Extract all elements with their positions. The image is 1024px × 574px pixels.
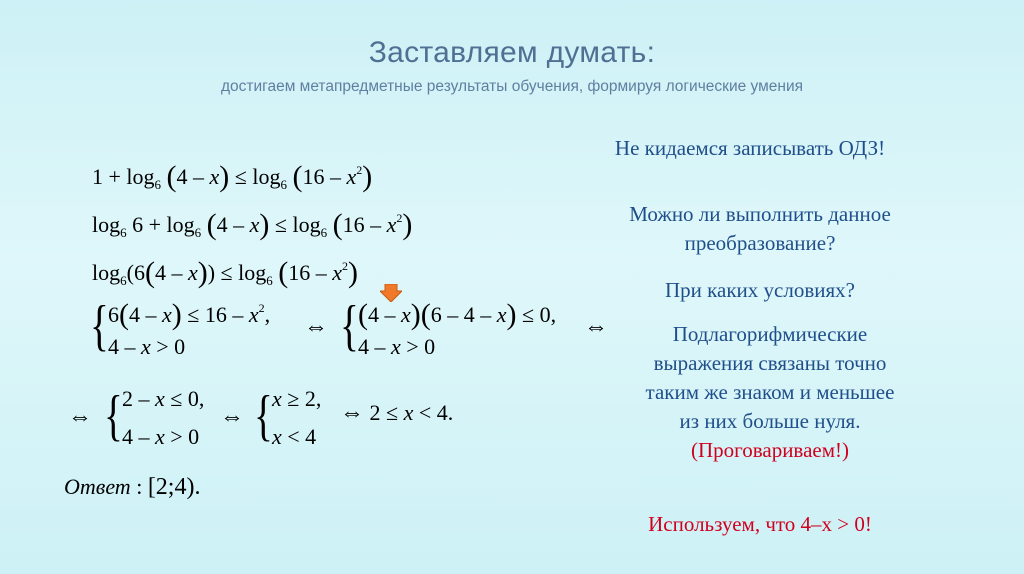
- reminder-note: (Проговариваем!): [690, 438, 849, 462]
- system-1: { $6(4 - x) \le 16 - x^2$, 4 – x > 0: [90, 295, 271, 359]
- question-note-2: При каких условиях?: [665, 278, 855, 302]
- equivalence-symbol: ⇔: [220, 404, 244, 430]
- odz-note: Не кидаемся записывать ОДЗ!: [614, 136, 886, 160]
- equivalence-symbol: ⇔: [304, 314, 328, 340]
- answer-label: Ответ: [64, 474, 131, 499]
- answer: Ответ : [2;4).: [64, 474, 201, 500]
- hint-note: Используем, что 4–x > 0!: [648, 512, 872, 536]
- system-4: { x ≥ 2, x < 4: [254, 385, 322, 449]
- explanation-note: [580, 320, 960, 465]
- equation-line-3: $\log_6(6(4 - x)) \le \log_6 (16 - x^2)$: [92, 256, 358, 289]
- explanation-line: выражения связаны точно: [653, 351, 887, 375]
- explanation-line: Подлагорифмические: [672, 322, 868, 346]
- slide-subtitle: достигаем метапредметные результаты обучения, формируя логические умения: [220, 78, 803, 95]
- slide-title: Заставляем думать:: [368, 36, 656, 69]
- equation-line-2: $\log_6 6 + \log_6 (4 - x) \le \log_6 (16 - x^2)$: [92, 208, 413, 241]
- equation-line-1: $1 + \log_6 (4 - x) \le \log_6 (16 - x^2)$: [92, 160, 373, 193]
- down-arrow-icon: [380, 284, 402, 302]
- equivalence-symbol: ⇔: [584, 314, 608, 340]
- answer-value: [2;4).: [147, 474, 201, 500]
- system-3: { 2 – x ≤ 0, 4 – x > 0: [104, 385, 205, 449]
- final-interval: ⇔ 2 ≤ x < 4.: [340, 400, 454, 426]
- equivalence-symbol: ⇔: [68, 404, 92, 430]
- explanation-line: таким же знаком и меньшее: [645, 380, 895, 404]
- question-note-1: Можно ли выполнить данное преобразование?: [629, 202, 891, 255]
- explanation-line: из них больше нуля.: [679, 409, 861, 433]
- system-2: { (4 – x)(6 – 4 – x) ≤ 0, 4 – x > 0: [340, 295, 557, 359]
